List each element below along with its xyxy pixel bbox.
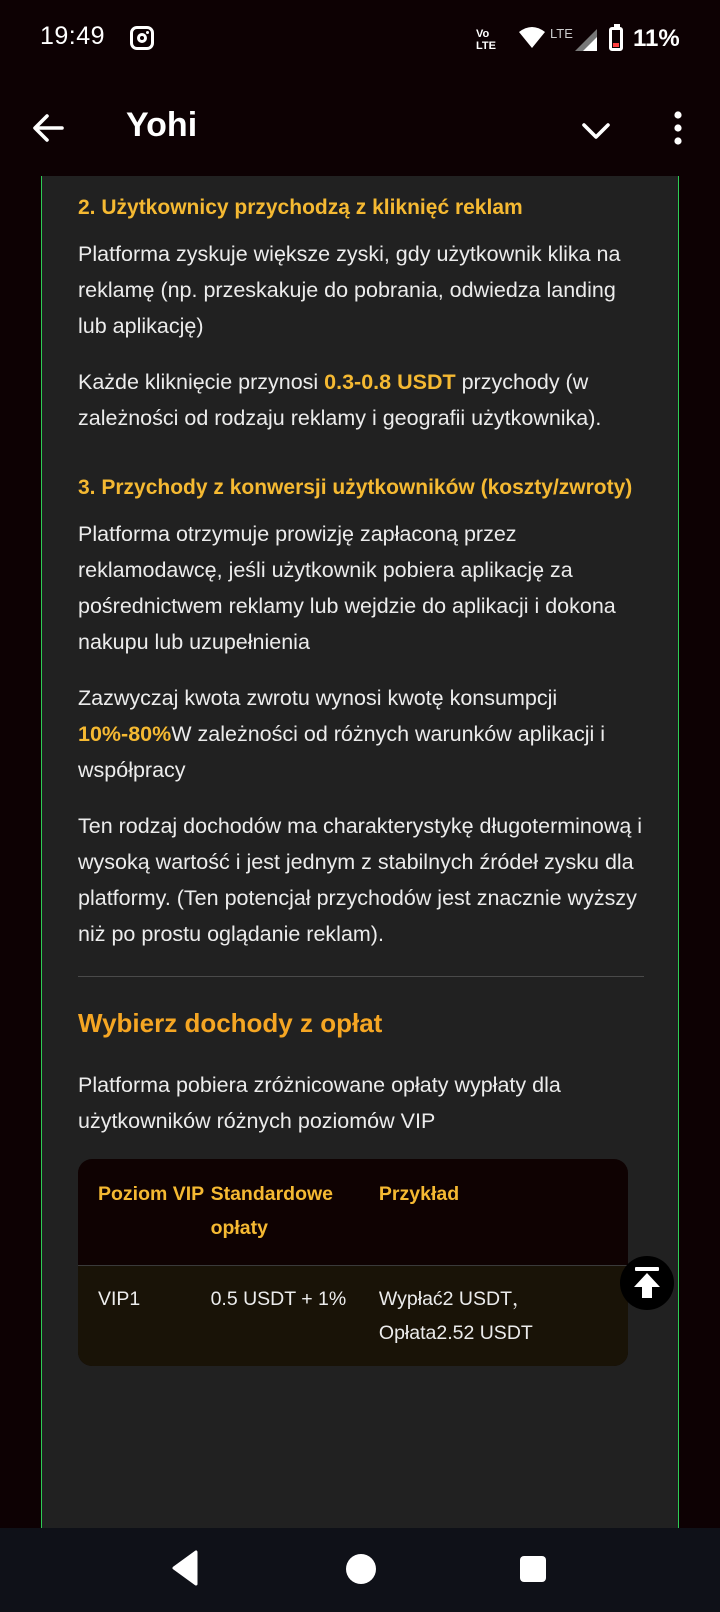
card-inner — [78, 190, 644, 1366]
wifi-icon — [519, 27, 545, 49]
refund-percent-highlight: 10%-80% — [78, 722, 172, 746]
table-header — [78, 1159, 628, 1266]
header-standard-fee: Standardowe opłaty — [210, 1183, 333, 1239]
header-example: Przykład — [378, 1183, 460, 1205]
section-2-paragraph-2 — [78, 364, 644, 436]
click-revenue-highlight: 0.3-0.8 USDT — [324, 370, 456, 394]
fees-intro: Platforma pobiera zróżnicowane opłaty wypłaty dla użytkowników różnych poziomów VIP — [78, 1073, 561, 1133]
refund-text-post: W zależności od różnych warunków aplikacji i współpracy — [78, 722, 605, 782]
row-vip-level: VIP1 — [98, 1288, 141, 1310]
instagram-notification-icon — [130, 26, 154, 50]
nav-back-icon[interactable] — [172, 1550, 198, 1586]
more-vertical-icon[interactable] — [668, 108, 688, 148]
volte-icon — [476, 28, 496, 52]
chevron-down-icon[interactable] — [576, 110, 616, 150]
signal-icon — [575, 29, 597, 51]
section-3-heading: 3. Przychody z konwersji użytkowników (koszty/zwroty) — [78, 476, 633, 499]
fees-heading: Wybierz dochody z opłat — [78, 1008, 383, 1038]
row-fee: 0.5 USDT + 1% — [210, 1288, 347, 1310]
section-divider — [78, 976, 644, 977]
vip-fee-table — [78, 1159, 628, 1366]
status-time: 19:49 — [40, 22, 106, 50]
click-revenue-text-pre: Każde kliknięcie przynosi — [78, 370, 325, 394]
volte-label-top: Vo — [476, 28, 490, 40]
battery-percent: 11% — [633, 25, 680, 52]
nav-home-icon[interactable] — [346, 1554, 376, 1584]
back-arrow-icon[interactable] — [28, 108, 68, 148]
scroll-content[interactable] — [0, 176, 720, 1528]
status-bar — [0, 0, 720, 80]
system-nav-bar — [0, 1528, 720, 1612]
info-card — [41, 176, 679, 1528]
app-bar — [0, 80, 720, 176]
section-3-paragraph-3: Ten rodzaj dochodów ma charakterystykę długoterminową i wysoką wartość i jest jednym z stabilnych źródeł zysku dla platformy. (Ten potencjał przychodów jest znacznie wyższy niż po prostu oglądanie reklam). — [78, 814, 643, 946]
refund-text-pre: Zazwyczaj kwota zwrotu wynosi kwotę konsumpcji — [78, 686, 558, 710]
section-3-paragraph-1: Platforma otrzymuje prowizję zapłaconą przez reklamodawcę, jeśli użytkownik pobiera aplikację za pośrednictwem reklamy lub wejdzie do aplikacji i dokona nakupu lub uzupełnienia — [78, 522, 616, 654]
app-title: Yohi — [126, 106, 198, 144]
row-example: Wypłać2 USDT，Opłata2.52 USDT — [378, 1288, 533, 1344]
nav-recents-icon[interactable] — [520, 1556, 546, 1582]
scroll-to-top-button[interactable] — [620, 1256, 674, 1310]
section-2-paragraph-1: Platforma zyskuje większe zyski, gdy użytkownik klika na reklamę (np. przeskakuje do pobrania, odwiedza landing lub aplikację) — [78, 242, 621, 338]
volte-label-bottom: LTE — [476, 40, 496, 52]
section-3-paragraph-2 — [78, 680, 644, 788]
arrow-up-to-top-icon — [620, 1256, 674, 1310]
battery-icon — [609, 27, 623, 51]
table-row — [78, 1266, 628, 1366]
header-vip-level: Poziom VIP — [98, 1183, 205, 1205]
section-2-heading: 2. Użytkownicy przychodzą z kliknięć reklam — [78, 196, 523, 219]
click-revenue-text-post: przychody (w zależności od rodzaju reklamy i geografii użytkownika). — [78, 370, 602, 430]
lte-label: LTE — [550, 26, 573, 41]
